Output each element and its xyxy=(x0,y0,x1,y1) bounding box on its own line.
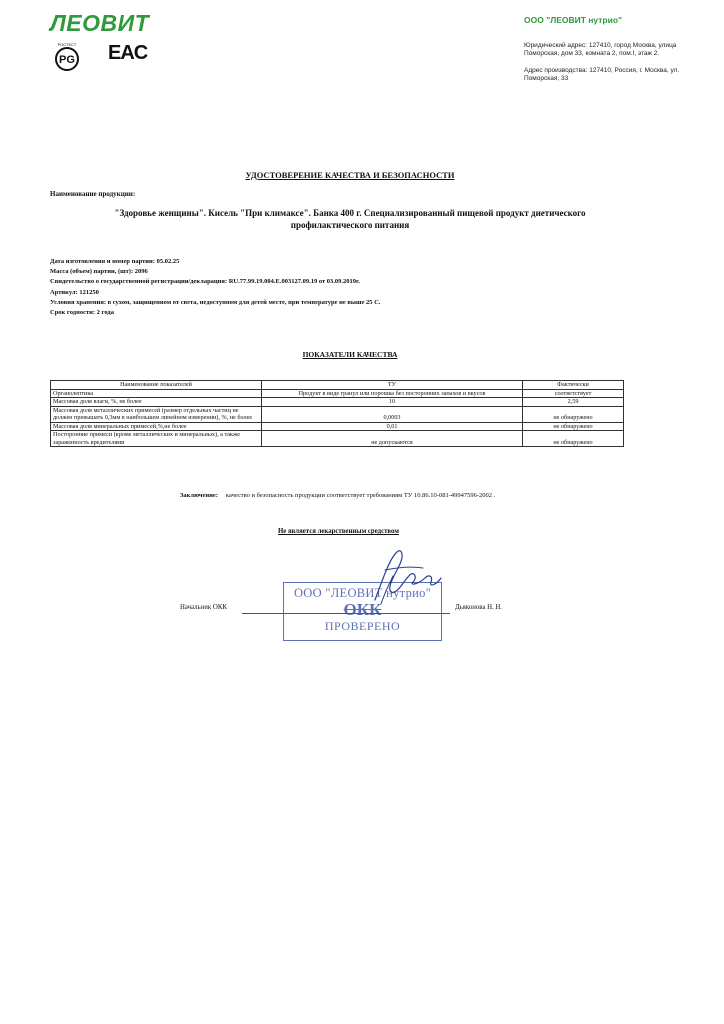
header-spec: ТУ xyxy=(262,381,523,390)
row-actual: 2,59 xyxy=(523,398,624,407)
row-actual: соответствует xyxy=(523,389,624,398)
conclusion-text: качество и безопасность продукции соответствует требованиям ТУ 10.86.10-081-49947596-2002 . xyxy=(225,492,496,499)
row-indicator: Массовая доля металлических примесей (размер отдельных частиц не должен превышать 0,3мм в наибольшем линейном измерении), %, не более xyxy=(51,406,262,422)
stamp-checked: ПРОВЕРЕНО xyxy=(324,619,401,633)
table-row xyxy=(51,422,624,431)
legal-address: Юридический адрес: 127410, город Москва, улица Поморская, дом 33, комната 2, пом.I, этаж 2. xyxy=(524,42,677,57)
row-spec: не допускаются xyxy=(262,431,523,447)
eac-mark-icon: EAC xyxy=(108,42,148,64)
row-indicator: Органолептика xyxy=(51,389,262,398)
registration-certificate: Свидетельство о государственной регистрации/декларация: RU.77.99.19.004.Е.003127.09.19 от 03.09.2019г. xyxy=(50,278,360,286)
row-actual: не обнаружено xyxy=(523,406,624,422)
stamp-company: ООО "ЛЕОВИТ нутрио" xyxy=(293,586,432,600)
not-a-drug-note: Не является лекарственным средством xyxy=(278,528,399,535)
table-header-row xyxy=(51,381,624,390)
company-name: ООО "ЛЕОВИТ нутрио" xyxy=(524,15,623,25)
row-spec: 0,0003 xyxy=(262,406,523,422)
article-number: Артикул: 121250 xyxy=(50,288,99,296)
svg-text:PG: PG xyxy=(59,54,75,66)
table-row xyxy=(51,398,624,407)
handwritten-signature xyxy=(335,548,445,608)
table-row xyxy=(51,406,624,422)
conclusion xyxy=(180,492,495,499)
signer-role: Начальник ОКК xyxy=(180,604,227,611)
company-logo: ЛЕОВИТ xyxy=(50,10,150,36)
header-indicator: Наименование показателей xyxy=(51,381,262,390)
product-name-line2: профилактического питания xyxy=(290,220,410,230)
row-actual: не обнаружено xyxy=(523,422,624,431)
storage-conditions: Условия хранения: в сухом, защищенном от света, недоступном для детей месте, при температуре не выше 25 С. xyxy=(50,298,381,306)
quality-table xyxy=(50,380,624,447)
batch-date: Дата изготовления и номер партии: 05.02.25 xyxy=(50,258,180,265)
row-actual: не обнаружено xyxy=(523,431,624,447)
row-indicator: Массовая доля минеральных примесей,%,не более xyxy=(51,422,262,431)
quality-title: ПОКАЗАТЕЛИ КАЧЕСТВА xyxy=(302,350,398,359)
shelf-life: Срок годности: 2 года xyxy=(50,309,114,317)
signer-name: Дьяконова Н. Н. xyxy=(455,604,503,611)
row-spec: 0,01 xyxy=(262,422,523,431)
row-indicator: Посторонние примеси (кроме металлических и минеральных), а также зараженность вредителями xyxy=(51,431,262,447)
production-address: Адрес производства: 127410, Россия, г. Москва, ул. Поморская, 33 xyxy=(524,67,680,82)
product-name xyxy=(90,207,610,231)
row-spec: Продукт в виде гранул или порошка без посторонних запахов и вкусов xyxy=(262,389,523,398)
document-title: УДОСТОВЕРЕНИЕ КАЧЕСТВА И БЕЗОПАСНОСТИ xyxy=(245,170,455,180)
svg-text:РОСТЕСТ: РОСТЕСТ xyxy=(57,42,77,47)
row-indicator: Массовая доля влаги, %, не более xyxy=(51,398,262,407)
table-row xyxy=(51,389,624,398)
table-row xyxy=(51,431,624,447)
product-name-line1: "Здоровье женщины". Кисель "При климаксе". Банка 400 г. Специализированный пищевой продукт диетического xyxy=(114,208,586,218)
batch-info xyxy=(50,257,380,318)
row-spec: 10 xyxy=(262,398,523,407)
header-actual: Фактически xyxy=(523,381,624,390)
stamp-okk: ОКК xyxy=(343,600,382,619)
product-label: Наименование продукции: xyxy=(50,190,136,198)
batch-mass: Масса (объем) партии, (шт): 2096 xyxy=(50,268,148,276)
conclusion-label: Заключение: xyxy=(180,492,218,499)
rostest-certification-icon xyxy=(52,40,82,74)
